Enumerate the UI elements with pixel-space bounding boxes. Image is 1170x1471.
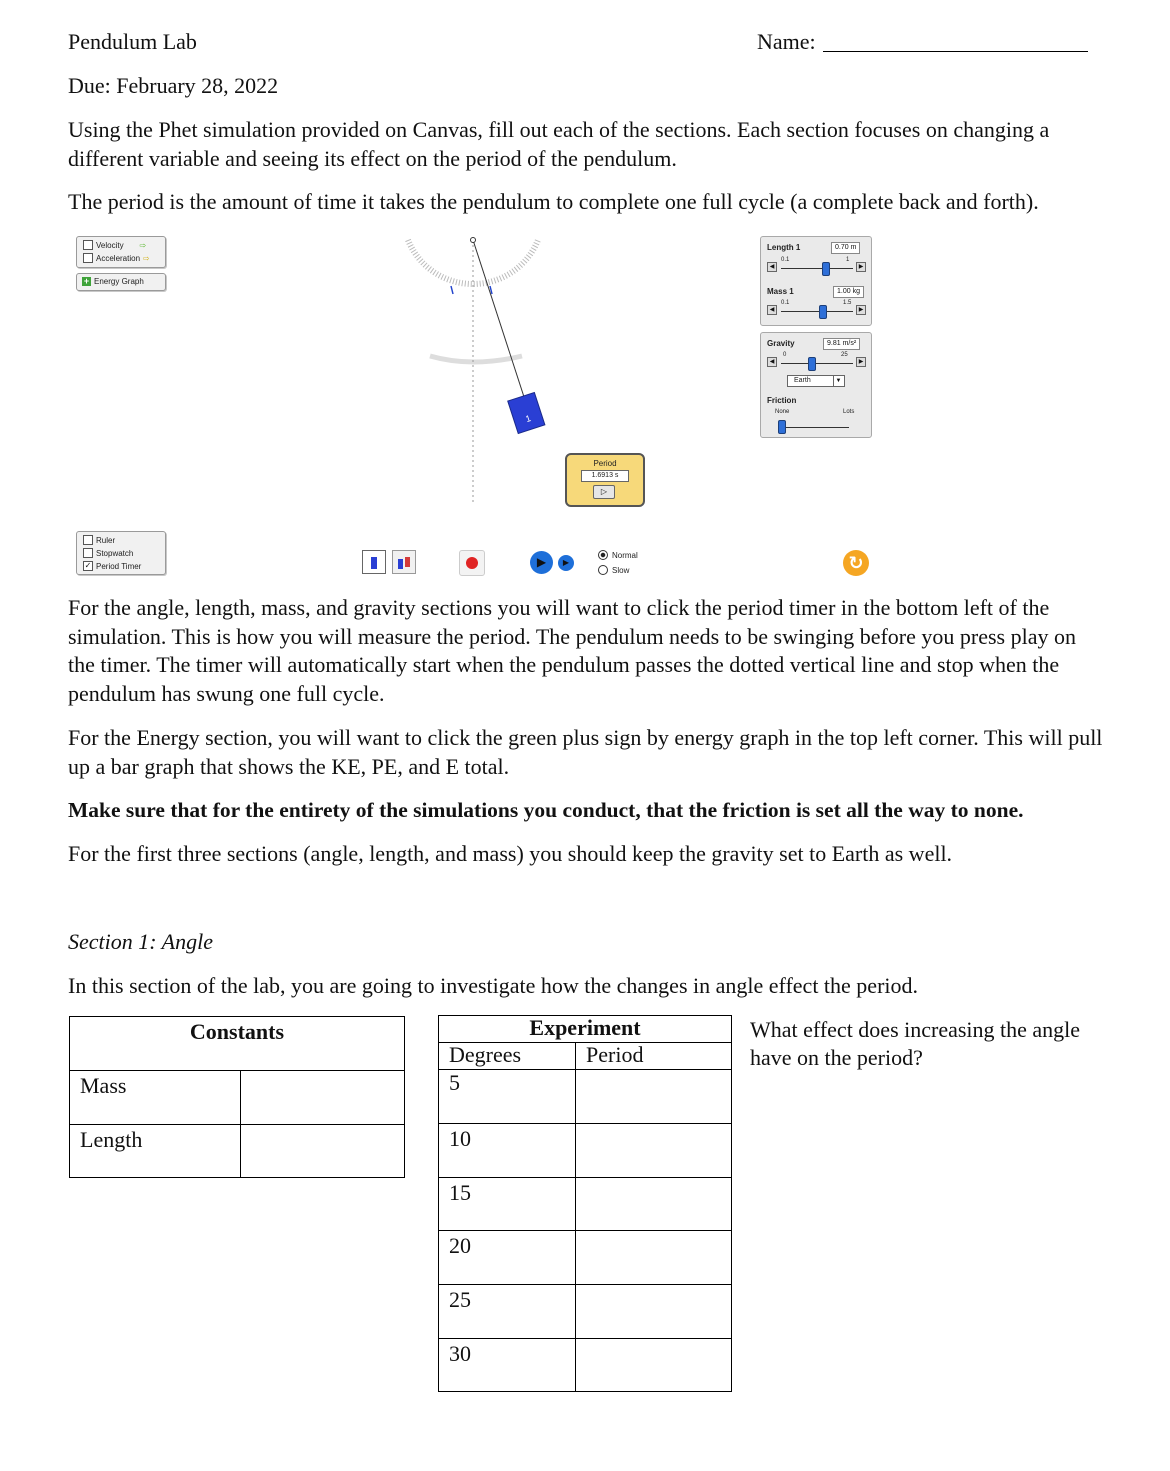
constant-value-cell[interactable] (241, 1125, 405, 1178)
table-row (439, 1339, 732, 1392)
gravity-slider-track[interactable] (781, 363, 853, 364)
length-slider-thumb[interactable] (822, 262, 830, 276)
instructions-paragraph-4: For the first three sections (angle, length, and mass) you should keep the gravity set to Earth as well. (68, 841, 953, 866)
instructions-paragraph-2: For the Energy section, you will want to click the green plus sign by energy graph in the top left corner. This will pull up a bar graph that shows the KE, PE, and E total. (68, 725, 1103, 779)
speed-normal-radio[interactable]: Normal (598, 550, 638, 560)
mass-increase-button[interactable]: ▶ (856, 305, 866, 315)
gravity-friction-panel: Gravity 9.81 m/s² 0 25 ◀ ▶ Earth ▼ Friction None Lots (760, 332, 872, 438)
planet-select[interactable]: Earth ▼ (787, 375, 845, 387)
table-row (439, 1285, 732, 1339)
constant-label: Length (70, 1125, 241, 1178)
arrow-right-icon: ⇨ (139, 240, 147, 250)
ruler-option[interactable]: Ruler (83, 535, 115, 545)
gravity-value: 9.81 m/s² (823, 338, 860, 350)
degrees-cell: 15 (439, 1178, 576, 1231)
constant-value-cell[interactable] (241, 1071, 405, 1125)
angle-marker (451, 286, 453, 294)
degrees-cell: 25 (439, 1285, 576, 1339)
length-mass-panel: Length 1 0.70 m 0.1 1 ◀ ▶ Mass 1 1.00 kg 0.1 1.5 ◀ ▶ (760, 236, 872, 326)
vector-options-panel (76, 236, 166, 268)
gravity-increase-button[interactable]: ▶ (856, 357, 866, 367)
document-title: Pendulum Lab (68, 29, 197, 54)
pendulum-icon (398, 559, 403, 569)
speed-slow-radio[interactable]: Slow (598, 565, 629, 575)
constants-header: Constants (70, 1017, 405, 1071)
section-1-question: What effect does increasing the angle have on the period? (750, 1017, 1081, 1070)
section-1-description: In this section of the lab, you are going to investigate how the changes in angle effect the period. (68, 973, 919, 998)
friction-warning: Make sure that for the entirety of the simulations you conduct, that the friction is set all the way to none. (68, 798, 1024, 822)
record-icon (466, 557, 478, 569)
mass-slider-thumb[interactable] (819, 305, 827, 319)
pendulum-icon (405, 557, 410, 567)
energy-graph-toggle[interactable]: + Energy Graph (83, 276, 144, 286)
reset-button[interactable]: ↻ (843, 550, 869, 576)
name-label: Name: (757, 29, 816, 54)
table-row (439, 1124, 732, 1178)
period-cell[interactable] (576, 1339, 732, 1392)
checkbox-icon[interactable] (83, 240, 93, 250)
pendulum-icon (371, 557, 377, 569)
degrees-column-header: Degrees (439, 1043, 576, 1070)
step-button[interactable]: ▶ (558, 555, 574, 571)
pendulum-mass[interactable] (508, 392, 545, 433)
length-label: Length 1 (767, 243, 801, 252)
degrees-cell: 30 (439, 1339, 576, 1392)
arrow-right-icon: ⇨ (143, 253, 150, 263)
period-cell[interactable] (576, 1285, 732, 1339)
swing-arc-trace (430, 356, 522, 362)
record-button[interactable] (459, 550, 485, 576)
instructions-paragraph-1: For the angle, length, mass, and gravity sections you will want to click the period timer in the bottom left of the simulation. This is how you will measure the period. The pendulum needs to be swinging before you press play on the timer. The timer will automatically start when the pendulum passes the dotted vertical line and stop when the pendulum has swung one full cycle. (68, 595, 1076, 706)
phet-simulation (70, 228, 890, 590)
friction-slider-thumb[interactable] (778, 420, 786, 434)
degrees-cell: 10 (439, 1124, 576, 1178)
timer-play-button[interactable]: ▷ (593, 485, 615, 499)
degrees-cell: 20 (439, 1231, 576, 1285)
section-1-title: Section 1: Angle (68, 929, 213, 954)
pivot-icon (471, 238, 476, 243)
table-row (439, 1231, 732, 1285)
chevron-down-icon[interactable]: ▼ (833, 376, 843, 386)
constant-label: Mass (70, 1071, 241, 1125)
period-cell[interactable] (576, 1178, 732, 1231)
period-column-header: Period (576, 1043, 732, 1070)
period-title: Period (593, 459, 617, 468)
mass-slider-track[interactable] (781, 311, 853, 312)
gravity-slider-thumb[interactable] (808, 357, 816, 371)
table-row (439, 1178, 732, 1231)
table-row (439, 1070, 732, 1124)
intro-paragraph-1: Using the Phet simulation provided on Canvas, fill out each of the sections. Each section focuses on changing a different variable and seeing its effect on the period of the pendulum. (68, 117, 1050, 171)
table-row (70, 1071, 405, 1125)
period-cell[interactable] (576, 1231, 732, 1285)
period-cell[interactable] (576, 1124, 732, 1178)
pendulum-graphic (400, 228, 550, 513)
gravity-label: Gravity (767, 339, 795, 348)
experiment-table (438, 1015, 732, 1392)
due-date: Due: February 28, 2022 (68, 73, 279, 98)
period-timer[interactable] (565, 453, 645, 507)
pendulum-string (473, 240, 525, 400)
checkbox-icon[interactable] (83, 535, 93, 545)
two-pendulums-button[interactable] (392, 550, 416, 574)
energy-graph-panel (76, 273, 166, 291)
table-row (70, 1125, 405, 1178)
length-increase-button[interactable]: ▶ (856, 262, 866, 272)
period-cell[interactable] (576, 1070, 732, 1124)
constants-table (69, 1016, 405, 1178)
friction-slider-track[interactable] (781, 427, 849, 428)
period-timer-option[interactable]: ✓ Period Timer (84, 561, 142, 571)
radio-icon[interactable] (598, 565, 608, 575)
length-slider-track[interactable] (781, 268, 853, 269)
play-button[interactable]: ▶ (530, 551, 553, 574)
period-value: 1.6913 s (581, 470, 629, 482)
name-blank-line[interactable] (823, 51, 1088, 52)
intro-paragraph-2: The period is the amount of time it takes the pendulum to complete one full cycle (a complete back and forth). (68, 189, 1039, 214)
friction-label: Friction (767, 396, 797, 405)
mass-decrease-button[interactable]: ◀ (767, 305, 777, 315)
length-decrease-button[interactable]: ◀ (767, 262, 777, 272)
mass-value: 1.00 kg (833, 286, 864, 298)
mass-label: 1 (524, 413, 533, 425)
green-plus-icon[interactable]: + (83, 276, 90, 286)
gravity-decrease-button[interactable]: ◀ (767, 357, 777, 367)
checkmark-icon[interactable]: ✓ (84, 561, 92, 570)
degrees-cell: 5 (439, 1070, 576, 1124)
experiment-header: Experiment (439, 1016, 732, 1043)
length-value: 0.70 m (831, 242, 860, 254)
radio-selected-icon[interactable] (598, 550, 608, 560)
mass-label-text: Mass 1 (767, 287, 794, 296)
acceleration-option[interactable]: Acceleration ⇨ (83, 253, 150, 263)
checkbox-icon[interactable] (83, 548, 93, 558)
tools-panel (76, 531, 166, 575)
one-pendulum-button[interactable] (362, 550, 386, 574)
stopwatch-option[interactable]: Stopwatch (83, 548, 133, 558)
checkbox-icon[interactable] (83, 253, 93, 263)
velocity-option[interactable]: Velocity ⇨ (83, 240, 146, 250)
